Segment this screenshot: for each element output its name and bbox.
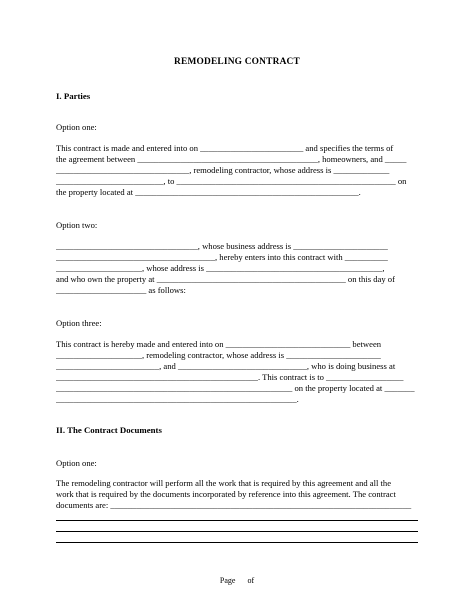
option-one-label: Option one: bbox=[56, 122, 97, 132]
option-three-line: _______________________________________________. This contract is to __________________ bbox=[56, 372, 404, 382]
option-two-line: ____________________, whose address is _________________________________________, bbox=[56, 263, 385, 273]
option-two-label: Option two: bbox=[56, 220, 98, 230]
option-one-line: This contract is made and entered into on ________________________ and specifies the terms of bbox=[56, 143, 394, 153]
option-three-label: Option three: bbox=[56, 318, 102, 328]
page-footer: Page of bbox=[219, 576, 255, 585]
option-one-line: _______________________________, remodeling contractor, whose address is _____________ bbox=[56, 165, 390, 175]
option-three-line: This contract is hereby made and entered into on _____________________________ between bbox=[56, 339, 382, 349]
option-three-line: ________________________, and ______________________________, who is doing business at bbox=[56, 361, 396, 371]
option-three-line: ________________________________________________________. bbox=[56, 394, 299, 404]
option-two-line: _____________________ as follows: bbox=[56, 285, 186, 295]
document-title: REMODELING CONTRACT bbox=[174, 57, 300, 67]
option-one-line: the property located at ____________________________________________________. bbox=[56, 187, 361, 197]
option-two-line: _____________________________________, hereby enters into this contract with __________ bbox=[56, 252, 388, 262]
option-two-line: and who own the property at ____________________________________________ on this day of bbox=[56, 274, 395, 284]
blank-fill-line bbox=[56, 520, 418, 521]
option-three-line: ____________________, remodeling contractor, whose address is ______________________ bbox=[56, 350, 381, 360]
option-two-line: _________________________________, whose business address is ______________________ bbox=[56, 241, 388, 251]
option-one-line: The remodeling contractor will perform all the work that is required by this agreement and all the bbox=[56, 478, 392, 488]
option-one-line: _________________________, to ___________________________________________________ on bbox=[56, 176, 407, 186]
blank-fill-line bbox=[56, 531, 418, 532]
section-heading-contract-documents: II. The Contract Documents bbox=[56, 425, 162, 435]
option-one-line: the agreement between __________________________________________, homeowners, and _____ bbox=[56, 154, 407, 164]
blank-fill-line bbox=[56, 542, 418, 543]
option-one-label: Option one: bbox=[56, 458, 97, 468]
option-one-line: work that is required by the documents incorporated by reference into this agreement. The contract bbox=[56, 489, 396, 499]
option-three-line: _______________________________________________________ on the property located at _______ bbox=[56, 383, 415, 393]
option-one-line: documents are: ______________________________________________________________________ bbox=[56, 500, 412, 510]
section-heading-parties: I. Parties bbox=[56, 91, 91, 101]
